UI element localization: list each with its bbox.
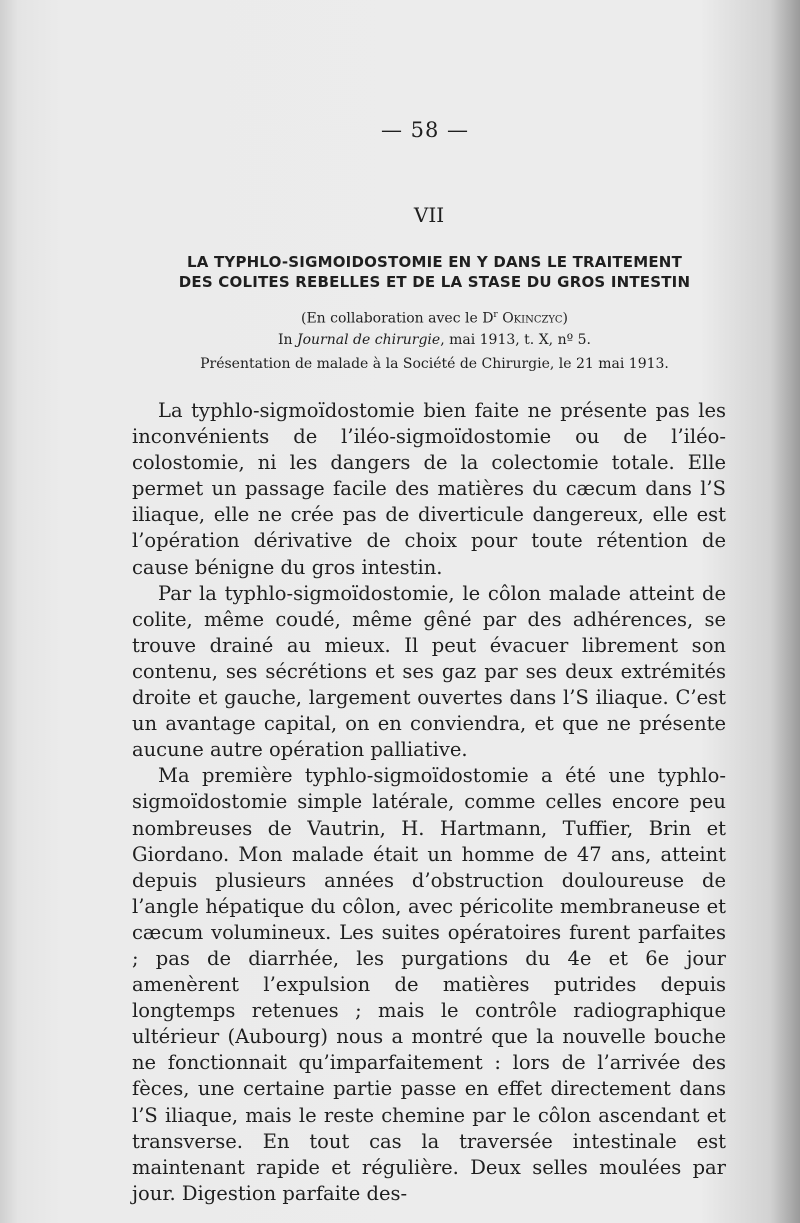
collaboration-note (112, 310, 757, 327)
body-text (132, 398, 726, 1207)
citation-journal: Journal de chirurgie (297, 332, 441, 348)
chapter-number: VII (413, 203, 445, 227)
chapter-title-line-1: LA TYPHLO-SIGMOIDOSTOMIE EN Y DANS LE TRAITEMENT (186, 253, 682, 271)
paragraph-3: Ma première typhlo-sigmoïdostomie a été une typhlo-sigmoïdostomie simple latérale, comme celles encore peu nombreuses de Vautrin, H. Hartmann, Tuffier, Brin et Giordano. Mon malade était un homme de 47 ans, atteint depuis plusieurs années d’obstruction douloureuse de l’angle hépatique du côlon, avec péricolite membraneuse et cæcum volumineux. Les suites opératoires furent parfaites ; pas de diarrhée, les purgations du 4e et 6e jour amenèrent l’expulsion de matières putrides depuis longtemps retenues ; mais le contrôle radiographique ultérieur (Aubourg) nous a montré que la nouvelle bouche ne fonctionnait qu’imparfaitement : lors de l’arrivée des fèces, une certaine partie passe en effet directement dans l’S iliaque, mais le reste chemine par le côlon ascendant et transverse. En tout cas la traversée intestinale est maintenant rapide et régulière. Deux selles moulées par jour. Digestion parfaite des- (132, 764, 726, 1205)
paragraph-2: Par la typhlo-sigmoïdostomie, le côlon malade atteint de colite, même coudé, même gêné par des adhérences, se trouve drainé au mieux. Il peut évacuer librement son contenu, ses sécrétions et ses gaz par ses deux extrémités droite et gauche, largement ouvertes dans l’S iliaque. C’est un avantage capital, on en conviendra, et que ne présente aucune autre opération palliative. (132, 581, 726, 762)
chapter-title-line-2: DES COLITES REBELLES ET DE LA STASE DU GROS INTESTIN (178, 273, 691, 291)
collab-sup: r (493, 310, 498, 320)
citation-rest: , mai 1913, t. X, nº 5. (440, 332, 591, 348)
page-number: — 58 — (380, 118, 470, 142)
journal-citation (112, 332, 757, 348)
collab-suffix: ) (562, 310, 568, 327)
collab-prefix: (En collaboration avec le D (301, 310, 494, 327)
chapter-title (112, 252, 757, 292)
presentation-note: Présentation de malade à la Société de Chirurgie, le 21 mai 1913. (200, 356, 669, 372)
paragraph-1: La typhlo-sigmoïdostomie bien faite ne présente pas les inconvénients de l’iléo-sigmoïdostomie ou de l’iléo-colostomie, ni les dangers de la colectomie totale. Elle permet un passage facile des matières du cæcum dans l’S iliaque, elle ne crée pas de diverticule dangereux, elle est l’opération dérivative de choix pour toute rétention de cause bénigne du gros intestin. (132, 399, 726, 579)
collab-name: Okinczyc (502, 310, 563, 327)
citation-prefix: In (278, 332, 297, 348)
